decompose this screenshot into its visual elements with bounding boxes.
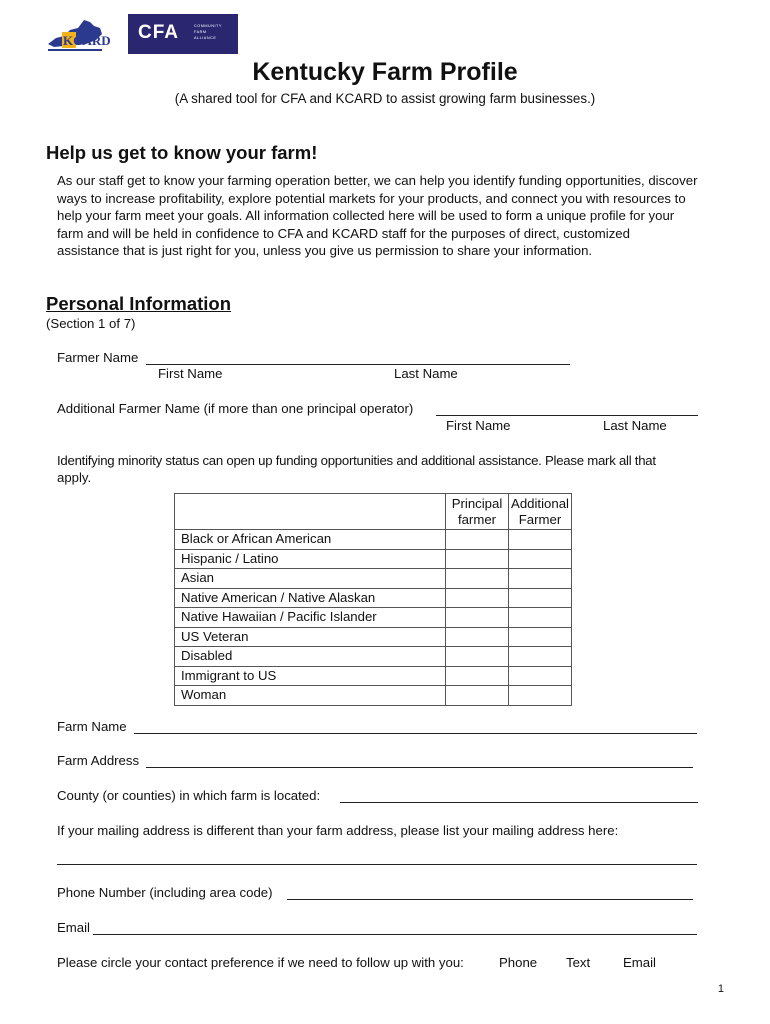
- minority-status-table: [174, 493, 572, 706]
- farmer-name-label: Farmer Name: [57, 350, 139, 365]
- additional-checkbox-cell[interactable]: [509, 549, 572, 569]
- additional-checkbox-cell[interactable]: [509, 588, 572, 608]
- minority-note-2: apply.: [57, 470, 92, 485]
- additional-checkbox-cell[interactable]: [509, 647, 572, 667]
- table-row: [175, 588, 572, 608]
- additional-checkbox-cell[interactable]: [509, 569, 572, 589]
- page-subtitle: (A shared tool for CFA and KCARD to assist growing farm businesses.): [174, 91, 596, 106]
- principal-checkbox-cell[interactable]: [446, 588, 509, 608]
- table-row: [175, 647, 572, 667]
- cfa-logo: [128, 14, 238, 54]
- table-row: [175, 686, 572, 706]
- additional-farmer-label: Additional Farmer Name (if more than one principal operator): [57, 401, 414, 416]
- phone-field[interactable]: [287, 899, 693, 900]
- kcard-logo-text: KCARD: [63, 33, 111, 48]
- additional-checkbox-cell[interactable]: [509, 608, 572, 628]
- contact-preference-label: Please circle your contact preference if we need to follow up with you:: [57, 955, 464, 970]
- contact-option-phone[interactable]: Phone: [499, 955, 538, 970]
- cfa-logo-text: CFA: [138, 22, 179, 43]
- section-label: (Section 1 of 7): [46, 316, 136, 331]
- principal-checkbox-cell[interactable]: [446, 627, 509, 647]
- page-title: Kentucky Farm Profile: [252, 58, 518, 86]
- row-label: Black or African American: [175, 530, 446, 550]
- contact-option-email[interactable]: Email: [623, 955, 656, 970]
- county-field[interactable]: [340, 802, 698, 803]
- minority-note: Identifying minority status can open up funding opportunities and additional assistance. Please mark all that: [57, 453, 656, 468]
- farmer-name-field[interactable]: [146, 364, 570, 365]
- farm-address-field[interactable]: [146, 767, 693, 768]
- farm-name-field[interactable]: [134, 733, 697, 734]
- farm-name-label: Farm Name: [57, 719, 127, 734]
- col-principal-farmer: Principal farmer: [446, 494, 509, 530]
- table-row: [175, 666, 572, 686]
- table-row: [175, 608, 572, 628]
- email-field[interactable]: [93, 934, 697, 935]
- row-label: Immigrant to US: [175, 666, 446, 686]
- phone-label: Phone Number (including area code): [57, 885, 273, 900]
- table-row: [175, 627, 572, 647]
- table-row: [175, 530, 572, 550]
- row-label: Disabled: [175, 647, 446, 667]
- additional-first-name-caption: First Name: [446, 418, 511, 433]
- row-label: Hispanic / Latino: [175, 549, 446, 569]
- additional-checkbox-cell[interactable]: [509, 666, 572, 686]
- contact-option-text[interactable]: Text: [566, 955, 591, 970]
- additional-checkbox-cell[interactable]: [509, 686, 572, 706]
- county-label: County (or counties) in which farm is located:: [57, 788, 321, 803]
- section-heading: Personal Information: [46, 293, 232, 314]
- row-label: Asian: [175, 569, 446, 589]
- row-label: US Veteran: [175, 627, 446, 647]
- additional-checkbox-cell[interactable]: [509, 530, 572, 550]
- additional-checkbox-cell[interactable]: [509, 627, 572, 647]
- additional-farmer-field[interactable]: [436, 415, 698, 416]
- principal-checkbox-cell[interactable]: [446, 686, 509, 706]
- principal-checkbox-cell[interactable]: [446, 549, 509, 569]
- page-number: 1: [717, 983, 724, 995]
- email-label: Email: [57, 920, 90, 935]
- table-header-row: [175, 494, 572, 530]
- farm-address-label: Farm Address: [57, 753, 140, 768]
- cfa-logo-sub: COMMUNITY FARM ALLIANCE: [194, 24, 222, 40]
- intro-paragraph: As our staff get to know your farming operation better, we can help you identify funding opportunities, discover ways to increase profitability, explore potential markets for your products, and connect you with resources to help your farm meet your goals. All information collected here will be used to form a unique profile for your farm and will be held in confidence to CFA and KCARD staff for the purposes of direct, customized assistance that is just right for you, unless you give us permission to share your information.: [57, 173, 698, 258]
- intro-heading: Help us get to know your farm!: [46, 142, 318, 163]
- principal-checkbox-cell[interactable]: [446, 647, 509, 667]
- principal-checkbox-cell[interactable]: [446, 608, 509, 628]
- mailing-address-label: If your mailing address is different than your farm address, please list your mailing address here:: [57, 823, 619, 838]
- table-row: [175, 569, 572, 589]
- table-header-blank: [175, 494, 446, 530]
- col-additional-farmer: Additional Farmer: [509, 494, 572, 530]
- additional-last-name-caption: Last Name: [603, 418, 667, 433]
- last-name-caption: Last Name: [394, 366, 458, 381]
- table-row: [175, 549, 572, 569]
- first-name-caption: First Name: [158, 366, 223, 381]
- row-label: Woman: [175, 686, 446, 706]
- row-label: Native American / Native Alaskan: [175, 588, 446, 608]
- mailing-address-field[interactable]: [57, 864, 697, 865]
- principal-checkbox-cell[interactable]: [446, 666, 509, 686]
- row-label: Native Hawaiian / Pacific Islander: [175, 608, 446, 628]
- principal-checkbox-cell[interactable]: [446, 569, 509, 589]
- principal-checkbox-cell[interactable]: [446, 530, 509, 550]
